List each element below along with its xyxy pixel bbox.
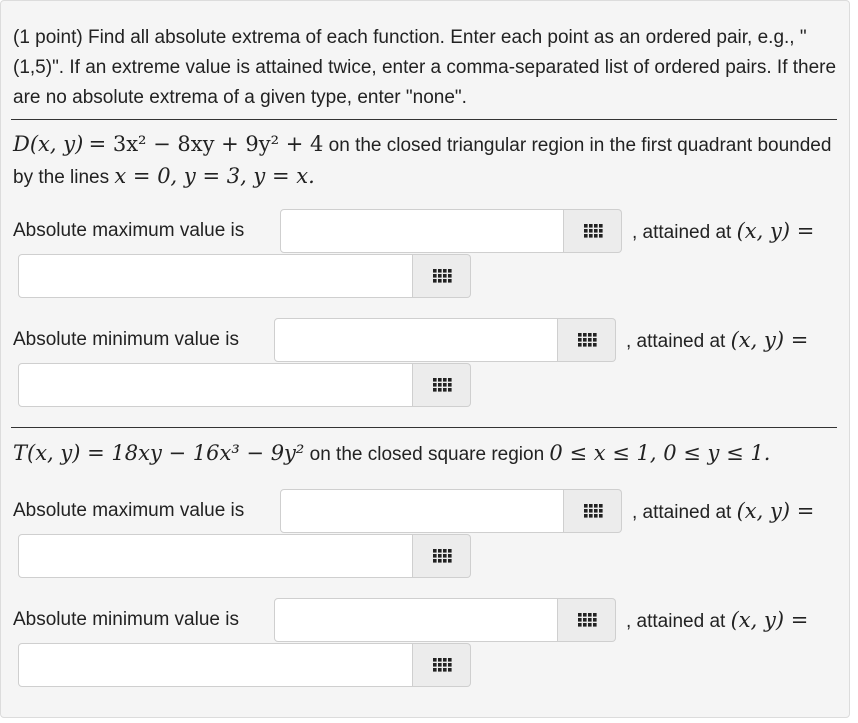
function-formula: T(x, y) = 18xy − 16x³ − 9y² xyxy=(13,441,305,465)
p2-max-value-palette-button[interactable] xyxy=(564,489,622,533)
p1-min-value-input[interactable] xyxy=(274,318,558,362)
p2-min-row xyxy=(1,598,851,642)
grid-icon xyxy=(577,612,597,628)
grid-icon xyxy=(583,503,603,519)
p2-min-point-row xyxy=(1,643,851,687)
region-bounds: x = 0, y = 3, y = x. xyxy=(114,164,315,188)
p1-max-label: Absolute maximum value is xyxy=(13,220,245,241)
region-description: on the closed triangular region in the first quadrant bounded by the lines xyxy=(13,135,832,188)
problem-2-statement xyxy=(13,438,841,470)
p2-max-point-palette-button[interactable] xyxy=(413,534,471,578)
p2-min-point-input[interactable] xyxy=(18,643,413,687)
p2-max-point-row xyxy=(1,534,851,578)
problem-1-statement xyxy=(13,129,841,193)
grid-icon xyxy=(432,377,452,393)
region-bounds: 0 ≤ x ≤ 1, 0 ≤ y ≤ 1. xyxy=(549,441,771,465)
p1-min-value-palette-button[interactable] xyxy=(558,318,616,362)
p1-min-row xyxy=(1,318,851,362)
function-name: D(x, y) xyxy=(13,132,84,156)
p1-min-attained-label: , attained at (x, y) = xyxy=(626,328,809,352)
p2-min-value-palette-button[interactable] xyxy=(558,598,616,642)
region-description: on the closed square region xyxy=(304,444,550,465)
divider xyxy=(11,119,837,120)
grid-icon xyxy=(577,332,597,348)
p2-min-value-input[interactable] xyxy=(274,598,558,642)
grid-icon xyxy=(432,548,452,564)
p2-max-row xyxy=(1,489,851,533)
p1-max-value-palette-button[interactable] xyxy=(564,209,622,253)
p1-max-point-input[interactable] xyxy=(18,254,413,298)
p2-max-attained-label: , attained at (x, y) = xyxy=(632,499,815,523)
divider xyxy=(11,427,837,428)
p1-max-attained-label: , attained at (x, y) = xyxy=(632,219,815,243)
function-formula: = 3x² − 8xy + 9y² + 4 xyxy=(88,132,324,156)
problem-instructions: (1 point) Find all absolute extrema of each function. Enter each point as an ordered pair, e.g., "(1,5)". If an extreme value is attained twice, enter a comma-separated list of ordered pairs. If there are no absolute extrema of a given type, enter "none". xyxy=(13,27,837,108)
p2-max-label: Absolute maximum value is xyxy=(13,500,245,521)
p1-max-point-row xyxy=(1,254,851,298)
p2-max-point-input[interactable] xyxy=(18,534,413,578)
p1-min-point-input[interactable] xyxy=(18,363,413,407)
grid-icon xyxy=(432,657,452,673)
p1-max-value-input[interactable] xyxy=(280,209,564,253)
p1-max-point-palette-button[interactable] xyxy=(413,254,471,298)
p1-min-label: Absolute minimum value is xyxy=(13,329,239,350)
p2-min-point-palette-button[interactable] xyxy=(413,643,471,687)
p2-max-value-input[interactable] xyxy=(280,489,564,533)
grid-icon xyxy=(583,223,603,239)
p2-min-label: Absolute minimum value is xyxy=(13,609,239,630)
p1-min-point-row xyxy=(1,363,851,407)
p1-max-row xyxy=(1,209,851,253)
grid-icon xyxy=(432,268,452,284)
p2-min-attained-label: , attained at (x, y) = xyxy=(626,608,809,632)
p1-min-point-palette-button[interactable] xyxy=(413,363,471,407)
